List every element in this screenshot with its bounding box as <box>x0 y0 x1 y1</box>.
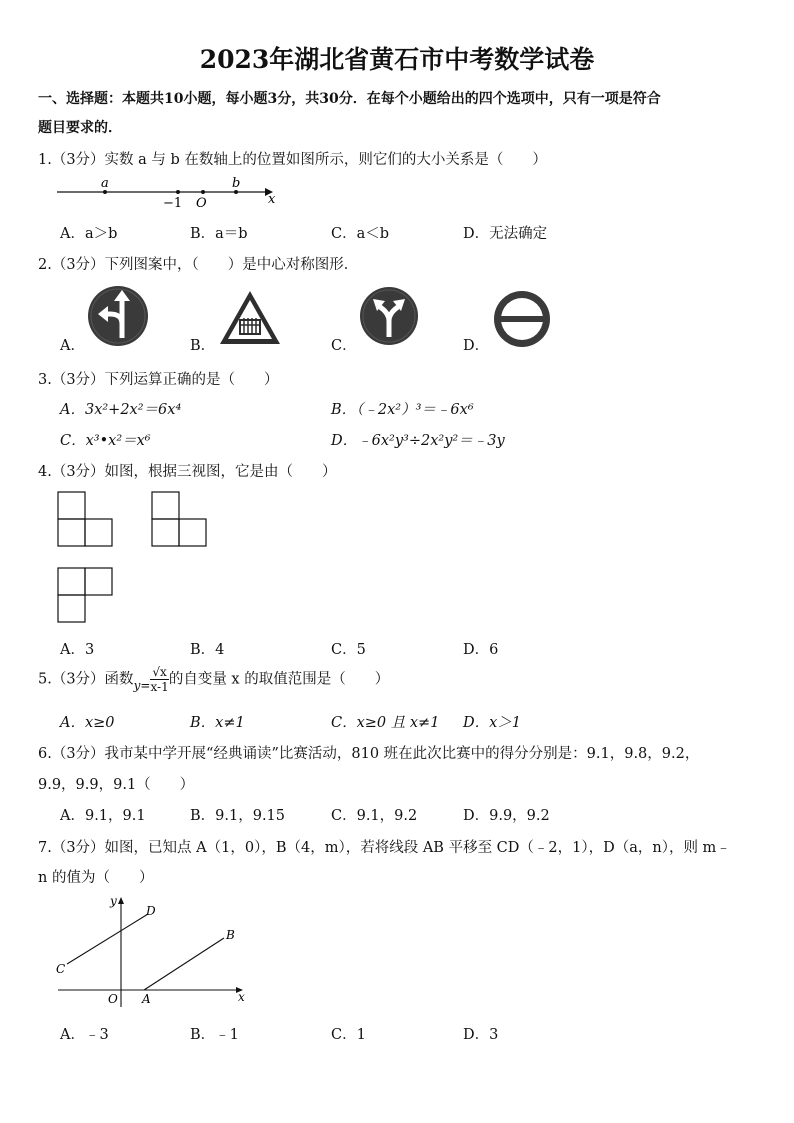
segment-cd <box>67 914 148 964</box>
q1-option-c: C．a＜b <box>331 226 390 242</box>
q3-option-a: A．3x²+2x²＝6x⁴ <box>60 402 182 418</box>
q4-option-a: A．3 <box>60 642 95 658</box>
q6-option-b: B．9.1，9.15 <box>190 808 286 824</box>
label-c: C <box>56 962 66 976</box>
railway-crossing-sign-icon <box>218 289 282 347</box>
fork-left-right-sign-icon <box>358 285 420 347</box>
q1-option-a: A．a＞b <box>60 226 118 242</box>
q1-number-line <box>55 172 295 210</box>
q4-option-b: B．4 <box>190 642 225 658</box>
q7-stem-line1: 7.（3分）如图，已知点 A（1，0），B（4，m），若将线段 AB 平移至 CD（﹣2，1），D（a，n），则 m﹣ <box>38 840 731 856</box>
no-entry-sign-icon <box>492 289 552 349</box>
side-view-figure <box>151 491 209 549</box>
label-o: O <box>196 196 207 210</box>
q5-fraction: $\frac{√x}{x-1}$ <box>150 665 169 694</box>
q4-option-d: D．6 <box>463 642 499 658</box>
q6-stem-line2: 9.9，9.9，9.1（ ） <box>38 777 195 793</box>
q1-option-b: B．a＝b <box>190 226 248 242</box>
section-header-line2: 题目要求的． <box>38 120 122 136</box>
q5-y-eq: y= <box>133 678 151 693</box>
q6-option-a: A．9.1，9.1 <box>60 808 146 824</box>
label-x: x <box>268 192 276 207</box>
label-y: y <box>110 894 117 908</box>
q2-option-a: A． <box>60 338 85 354</box>
q6-option-d: D．9.9，9.2 <box>463 808 550 824</box>
q2-stem: 2.（3分）下列图案中，（ ）是中心对称图形． <box>38 257 359 273</box>
q7-coordinate-graph <box>48 892 258 1012</box>
top-view-figure <box>57 567 115 625</box>
label-neg1: −1 <box>163 196 183 210</box>
straight-left-sign-icon <box>86 284 150 348</box>
page-title: 2023年湖北省黄石市中考数学试卷 <box>199 45 595 74</box>
point-neg1 <box>176 190 180 194</box>
label-o: O <box>108 992 118 1006</box>
q3-option-d: D．﹣6x²y³÷2x²y²＝﹣3y <box>331 433 505 449</box>
q7-option-b: B．﹣1 <box>190 1027 239 1043</box>
front-view-figure <box>57 491 115 549</box>
label-x: x <box>238 990 245 1004</box>
q7-option-d: D．3 <box>463 1027 499 1043</box>
label-b: b <box>232 176 241 191</box>
q3-option-b: B．（﹣2x²）³＝﹣6x⁶ <box>331 402 474 418</box>
point-origin <box>201 190 205 194</box>
label-a: A <box>142 992 151 1006</box>
q2-option-c: C． <box>331 338 357 354</box>
q5-option-a: A．x≥0 <box>60 715 115 731</box>
q7-option-c: C．1 <box>331 1027 366 1043</box>
q6-option-c: C．9.1，9.2 <box>331 808 418 824</box>
q2-option-b: B． <box>190 338 216 354</box>
q3-stem: 3.（3分）下列运算正确的是（ ） <box>38 372 279 388</box>
label-d: D <box>146 904 156 918</box>
label-b: B <box>226 928 235 942</box>
q7-option-a: A．﹣3 <box>60 1027 109 1043</box>
q1-option-d: D．无法确定 <box>463 226 548 242</box>
q5-stem: 5.（3分）函数$_{y=}$ $\frac{√x}{x-1}$ 的自变量 x 的取值范围是（ ） <box>38 665 390 694</box>
label-a: a <box>101 176 109 191</box>
q1-stem: 1.（3分）实数 a 与 b 在数轴上的位置如图所示，则它们的大小关系是（ ） <box>38 152 547 168</box>
segment-ab <box>144 938 224 990</box>
q6-stem-line1: 6.（3分）我市某中学开展“经典诵读”比赛活动，810 班在此次比赛中的得分分别是：9.1，9.8，9.2， <box>38 746 700 762</box>
q5-option-d: D．x＞1 <box>463 715 522 731</box>
q3-option-c: C．x³•x²＝x⁶ <box>60 433 151 449</box>
section-header-line1: 一、选择题：本题共10小题，每小题3分，共30分．在每个小题给出的四个选项中，只有一项是符合 <box>38 91 661 107</box>
q2-option-d: D． <box>463 338 490 354</box>
q5-option-c: C．x≥0 且 x≠1 <box>331 715 440 731</box>
q4-stem: 4.（3分）如图，根据三视图，它是由（ ） <box>38 464 337 480</box>
q7-stem-line2: n 的值为（ ） <box>38 870 154 886</box>
q5-option-b: B．x≠1 <box>190 715 245 731</box>
q4-option-c: C．5 <box>331 642 366 658</box>
